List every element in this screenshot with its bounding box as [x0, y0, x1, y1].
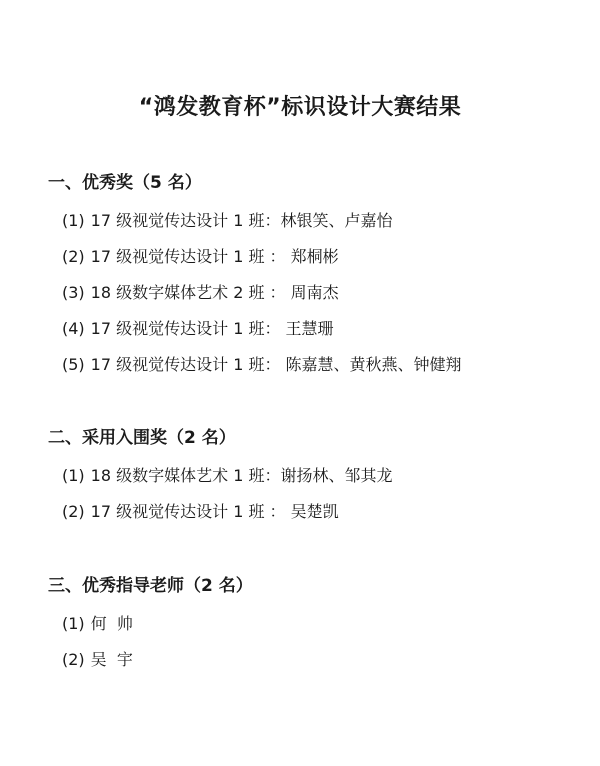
list-item [62, 647, 588, 673]
item-text: 17 级视觉传达设计 1 班 ： 吴楚凯 [90, 502, 339, 521]
section-finalist-award [48, 425, 588, 525]
list-item [62, 463, 588, 489]
item-number: (1) [62, 211, 85, 230]
item-text: 17 级视觉传达设计 1 班： 陈嘉慧、黄秋燕、钟健翔 [90, 355, 462, 374]
item-text: 17 级视觉传达设计 1 班 ： 郑桐彬 [90, 247, 339, 266]
section-heading: 三、优秀指导老师（2 名） [48, 576, 253, 596]
item-text: 18 级数字媒体艺术 1 班：谢扬林、邹其龙 [90, 466, 393, 485]
item-text: 17 级视觉传达设计 1 班：林银笑、卢嘉怡 [90, 211, 393, 230]
item-text: 17 级视觉传达设计 1 班： 王慧珊 [90, 319, 334, 338]
item-number: (2) [62, 247, 85, 266]
list-item [62, 499, 588, 525]
item-text: 18 级数字媒体艺术 2 班 ： 周南杰 [90, 283, 339, 302]
item-number: (2) [62, 650, 85, 669]
list-item [62, 244, 588, 270]
item-text: 吴 宇 [90, 650, 133, 669]
section-instructor-award [48, 573, 588, 673]
item-number: (1) [62, 614, 85, 633]
section-heading: 二、采用入围奖（2 名） [48, 428, 236, 448]
item-number: (2) [62, 502, 85, 521]
item-text: 何 帅 [90, 614, 133, 633]
item-number: (5) [62, 355, 85, 374]
list-item [62, 316, 588, 342]
list-item [62, 208, 588, 234]
list-item [62, 280, 588, 306]
item-number: (1) [62, 466, 85, 485]
section-heading: 一、优秀奖（5 名） [48, 173, 202, 193]
list-item [62, 352, 588, 378]
list-item [62, 611, 588, 637]
section-excellence-award [48, 170, 588, 378]
document-title: “鸿发教育杯”标识设计大赛结果 [138, 95, 462, 120]
item-number: (3) [62, 283, 85, 302]
item-number: (4) [62, 319, 85, 338]
